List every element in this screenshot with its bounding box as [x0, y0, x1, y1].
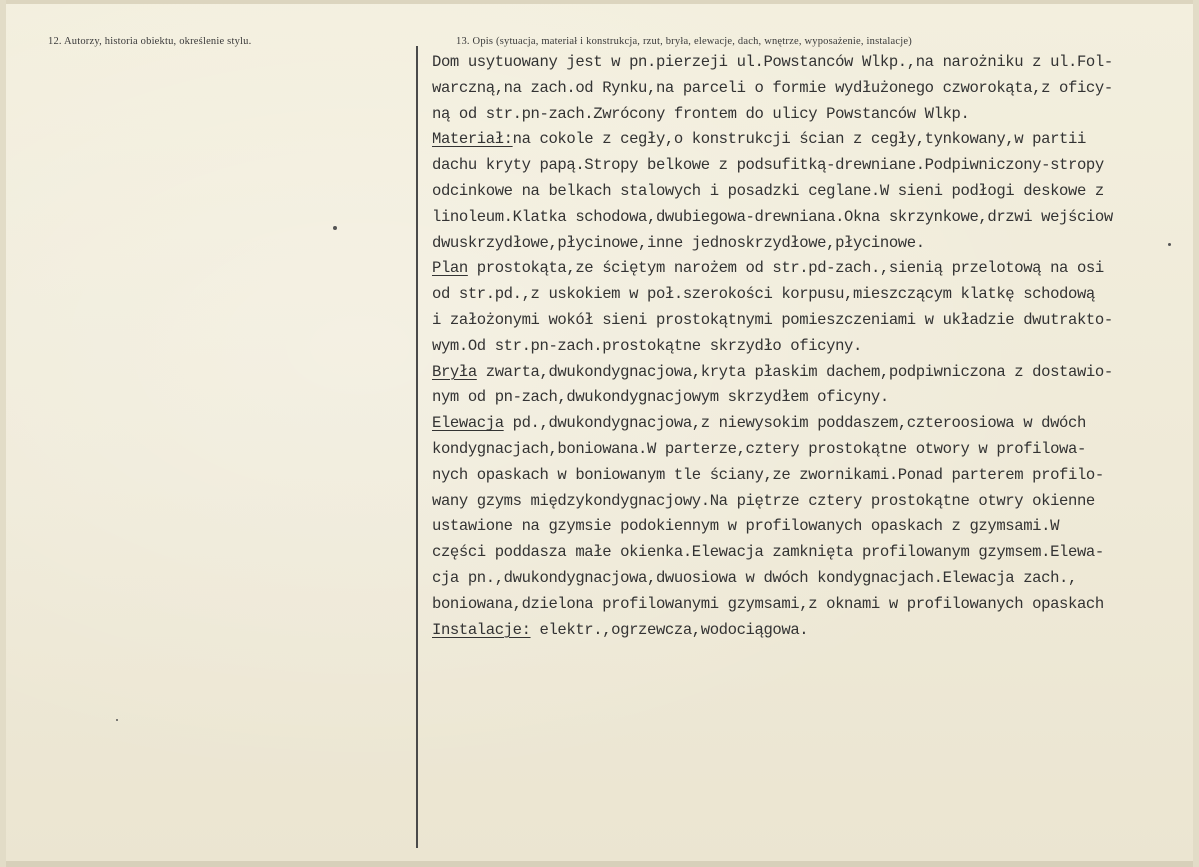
- section-keyword: Bryła: [432, 362, 477, 381]
- description-line: [432, 489, 1192, 515]
- description-line-text: dachu kryty papą.Stropy belkowe z podsufitką-drewniane.Podpiwniczony-stropy: [432, 156, 1104, 175]
- description-line: [432, 463, 1192, 489]
- paper-speck: [1168, 243, 1171, 246]
- page-edge-right: [1193, 0, 1199, 867]
- description-line: [432, 334, 1192, 360]
- description-line-text: i założonymi wokół sieni prostokątnymi pomieszczeniami w układzie dwutrakto-: [432, 310, 1113, 329]
- description-line: [432, 360, 1192, 386]
- description-line: [432, 282, 1192, 308]
- description-line: [432, 592, 1192, 618]
- section-13-heading: 13. Opis (sytuacja, materiał i konstrukcja, rzut, bryła, elewacje, dach, wnętrze, wyposażenie, instalacje): [456, 36, 912, 47]
- description-line-text: ną od str.pn-zach.Zwrócony frontem do ulicy Powstanców Wlkp.: [432, 104, 970, 123]
- column-divider: [416, 46, 418, 848]
- page-edge-bottom: [0, 861, 1199, 867]
- section-12-heading: 12. Autorzy, historia obiektu, określenie stylu.: [48, 36, 252, 47]
- description-line-text: zwarta,dwukondygnacjowa,kryta płaskim dachem,podpiwniczona z dostawio-: [476, 362, 1113, 381]
- description-line: [432, 153, 1192, 179]
- description-line-text: cja pn.,dwukondygnacjowa,dwuosiowa w dwóch kondygnacjach.Elewacja zach.,: [432, 568, 1077, 587]
- description-line-text: od str.pd.,z uskokiem w poł.szerokości korpusu,mieszczącym klatkę schodową: [432, 285, 1095, 304]
- section-keyword: Materiał:: [432, 130, 513, 149]
- description-line-text: prostokąta,ze ściętym narożem od str.pd-zach.,sienią przelotową na osi: [467, 259, 1104, 278]
- description-line-text: nym od pn-zach,dwukondygnacjowym skrzydłem oficyny.: [432, 388, 889, 407]
- description-text: [432, 50, 1192, 643]
- section-keyword: Elewacja: [432, 414, 504, 433]
- description-line: [432, 127, 1192, 153]
- description-line-text: kondygnacjach,boniowana.W parterze,cztery prostokątne otwory w profilowa-: [432, 439, 1086, 458]
- description-line-text: ustawione na gzymsie podokiennym w profilowanych opaskach z gzymsami.W: [432, 517, 1060, 536]
- paper-speck: [116, 719, 118, 721]
- description-line-text: na cokole z cegły,o konstrukcji ścian z cegły,tynkowany,w partii: [512, 130, 1086, 149]
- description-line-text: dwuskrzydłowe,płycinowe,inne jednoskrzydłowe,płycinowe.: [432, 233, 925, 252]
- description-line: [432, 256, 1192, 282]
- section-keyword: Instalacje:: [432, 620, 531, 639]
- description-line: [432, 385, 1192, 411]
- description-line: [432, 308, 1192, 334]
- description-line: [432, 231, 1192, 257]
- section-keyword: Plan: [432, 259, 468, 278]
- page-edge-top: [0, 0, 1199, 4]
- description-line: [432, 411, 1192, 437]
- description-line-text: odcinkowe na belkach stalowych i posadzki ceglane.W sieni podłogi deskowe z: [432, 181, 1104, 200]
- page-edge-left: [0, 0, 6, 867]
- description-line: [432, 566, 1192, 592]
- description-line-text: linoleum.Klatka schodowa,dwubiegowa-drewniana.Okna skrzynkowe,drzwi wejściow: [432, 207, 1113, 226]
- description-line-text: części poddasza małe okienka.Elewacja zamknięta profilowanym gzymsem.Elewa-: [432, 543, 1104, 562]
- description-line: [432, 50, 1192, 76]
- description-line: [432, 618, 1192, 644]
- description-line-text: elektr.,ogrzewcza,wodociągowa.: [530, 620, 809, 639]
- description-line-text: Dom usytuowany jest w pn.pierzeji ul.Powstanców Wlkp.,na narożniku z ul.Fol-: [432, 53, 1113, 71]
- description-line: [432, 102, 1192, 128]
- description-line: [432, 205, 1192, 231]
- description-line: [432, 437, 1192, 463]
- paper-speck: [333, 226, 337, 230]
- description-line-text: warczną,na zach.od Rynku,na parceli o formie wydłużonego czworokąta,z oficy-: [432, 78, 1113, 97]
- description-line: [432, 540, 1192, 566]
- description-line-text: wym.Od str.pn-zach.prostokątne skrzydło oficyny.: [432, 336, 862, 355]
- description-line-text: nych opaskach w boniowanym tle ściany,ze zwornikami.Ponad parterem profilo-: [432, 465, 1104, 484]
- description-line: [432, 179, 1192, 205]
- description-line: [432, 76, 1192, 102]
- description-line-text: boniowana,dzielona profilowanymi gzymsami,z oknami w profilowanych opaskach: [432, 594, 1104, 613]
- description-line-text: wany gzyms międzykondygnacjowy.Na piętrze cztery prostokątne otwry okienne: [432, 491, 1095, 510]
- description-line: [432, 514, 1192, 540]
- description-line-text: pd.,dwukondygnacjowa,z niewysokim poddaszem,czteroosiowa w dwóch: [503, 414, 1086, 433]
